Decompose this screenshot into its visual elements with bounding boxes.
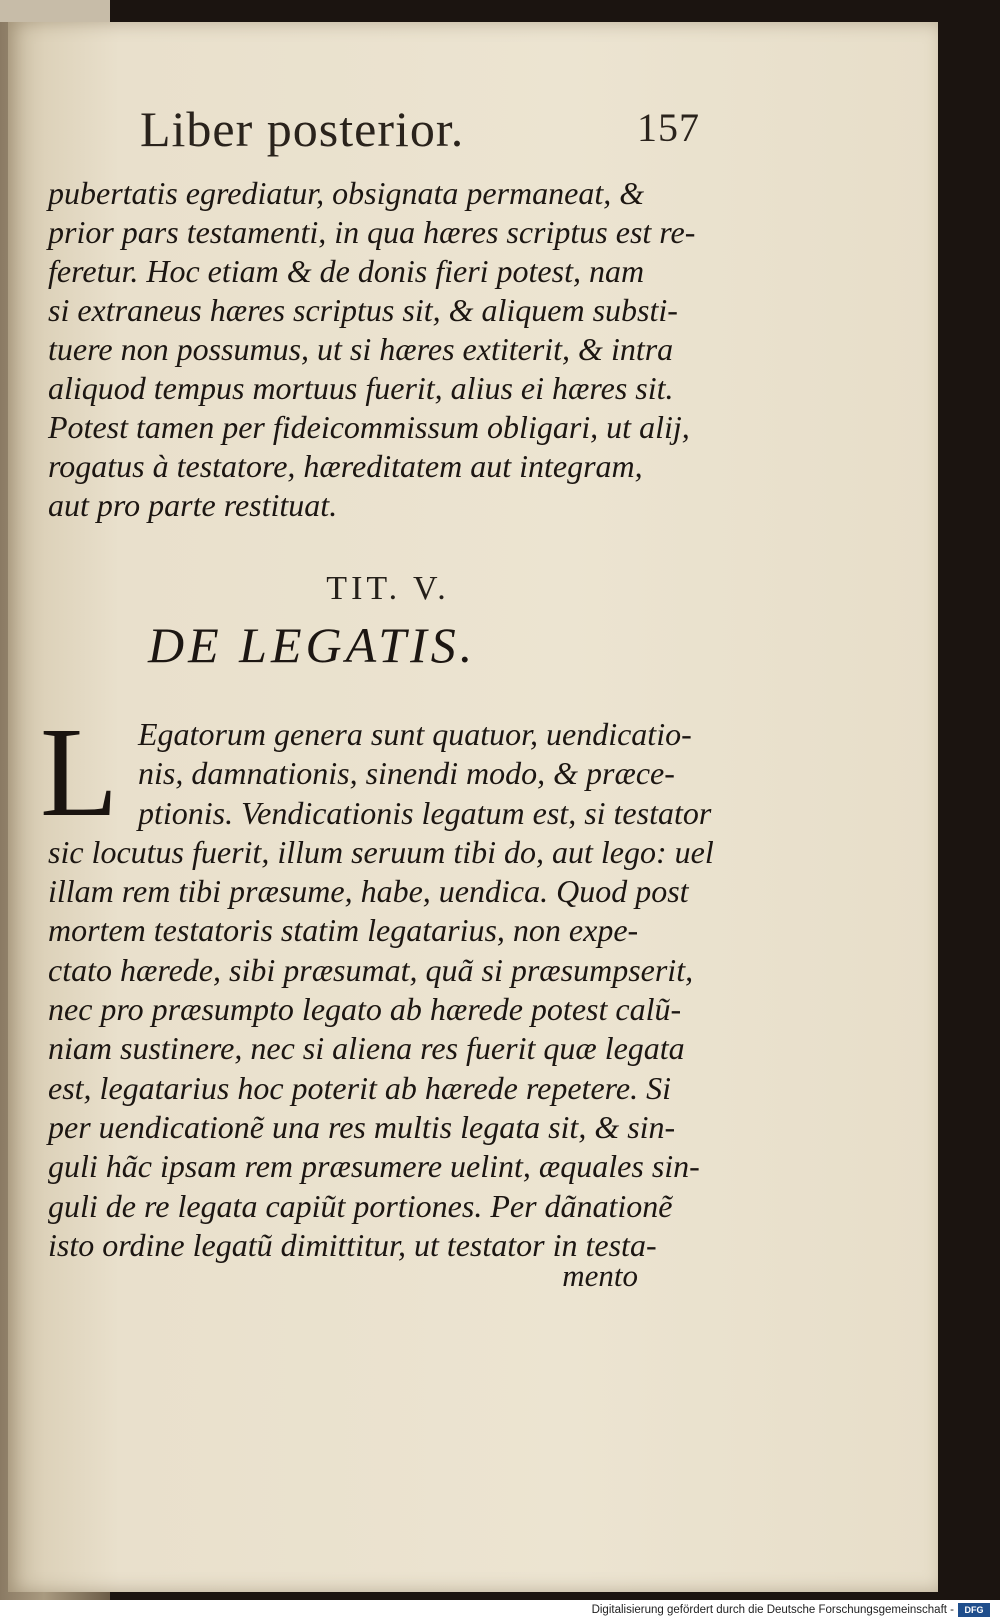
drop-cap: L: [40, 701, 119, 843]
text-line: aliquod tempus mortuus fuerit, alius ei hæres sit.: [48, 370, 674, 406]
text-line: guli hãc ipsam rem præsumere uelint, æquales sin-: [48, 1148, 700, 1185]
text-line: ctato hærede, sibi præsumat, quã si præsumpserit,: [48, 951, 694, 988]
adjacent-page-corner: [0, 0, 110, 22]
book-page: [8, 22, 938, 1592]
text-line: est, legatarius hoc poterit ab hærede repetere. Si: [48, 1069, 671, 1106]
section-number: TIT. V.: [326, 570, 450, 607]
text-line: isto ordine legatũ dimittitur, ut testator in testa-: [48, 1226, 657, 1263]
section-title: DE LEGATIS.: [148, 617, 477, 673]
catchword: mento: [562, 1258, 638, 1293]
text-line: pubertatis egrediatur, obsignata permaneat, &: [48, 175, 645, 211]
text-line: Potest tamen per fideicommissum obligari, ut alij,: [48, 409, 690, 445]
text-line: nis, damnationis, sinendi modo, & præce-: [138, 755, 675, 792]
top-paragraph: [48, 174, 696, 525]
page-number: 157: [637, 105, 700, 150]
text-line: niam sustinere, nec si aliena res fuerit quæ legata: [48, 1030, 685, 1067]
text-line: per uendicationẽ una res multis legata sit, & sin-: [48, 1108, 676, 1145]
text-line: si extraneus hæres scriptus sit, & aliquem substi-: [48, 292, 678, 328]
text-line: tuere non possumus, ut si hæres extiterit, & intra: [48, 331, 674, 367]
text-line: ptionis. Vendicationis legatum est, si testator: [138, 794, 712, 831]
text-line: feretur. Hoc etiam & de donis fieri potest, nam: [48, 253, 645, 289]
text-line: prior pars testamenti, in qua hæres scriptus est re-: [48, 214, 696, 250]
body-paragraph: [48, 715, 714, 1265]
running-title: Liber posterior.: [140, 101, 465, 157]
funding-credit: Digitalisierung gefördert durch die Deutsche Forschungsgemeinschaft -: [591, 1604, 954, 1616]
text-line: rogatus à testatore, hæreditatem aut integram,: [48, 448, 643, 484]
text-line: mortem testatoris statim legatarius, non expe-: [48, 912, 639, 949]
dfg-logo-icon: DFG: [958, 1603, 990, 1617]
text-line: guli de re legata capiũt portiones. Per dãnationẽ: [48, 1187, 673, 1224]
text-line: aut pro parte restituat.: [48, 487, 338, 523]
text-line: illam rem tibi præsume, habe, uendica. Quod post: [48, 873, 689, 910]
text-line: sic locutus fuerit, illum seruum tibi do, aut lego: uel: [48, 833, 714, 870]
text-line: nec pro præsumpto legato ab hærede potest calũ-: [48, 991, 682, 1028]
text-line: Egatorum genera sunt quatuor, uendicatio-: [138, 716, 692, 752]
